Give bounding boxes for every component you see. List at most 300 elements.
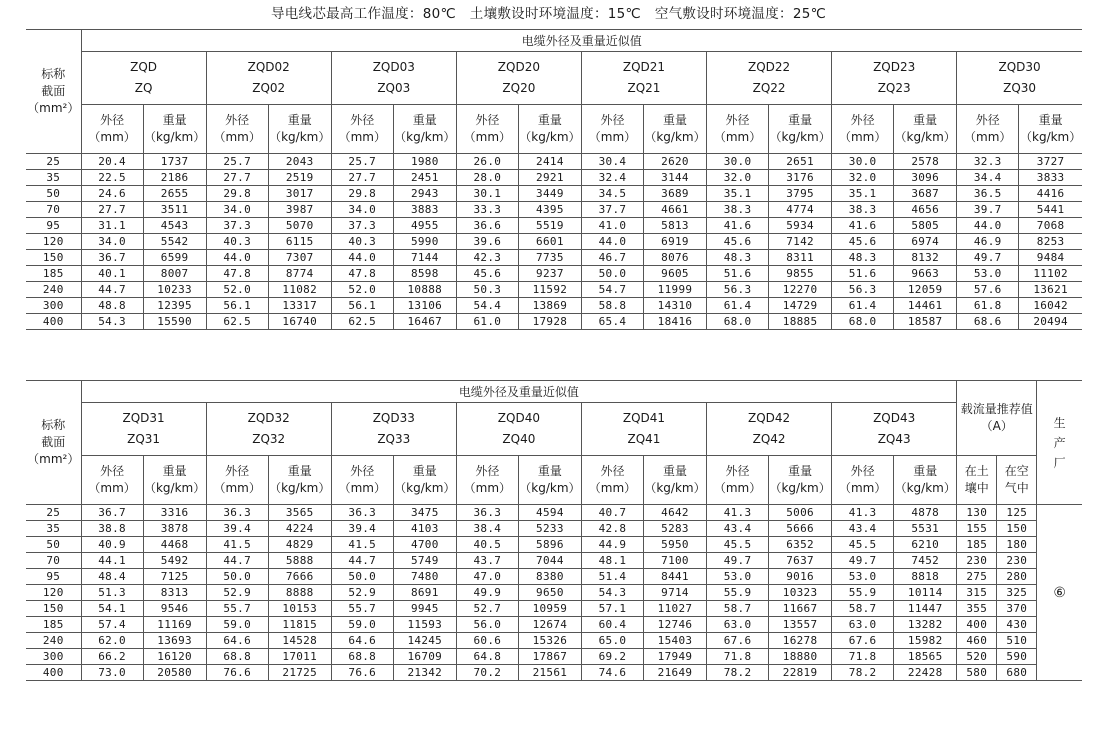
table-row [26,537,1082,553]
data-cell: 27.7 [81,202,143,218]
data-cell: 43.4 [832,521,894,537]
data-cell: 3878 [143,521,206,537]
data-cell: 38.8 [81,521,143,537]
outer-diameter-header-unit: （mm） [838,481,887,495]
section-label-line2: 截面 [41,435,66,449]
section-cell: 240 [26,633,81,649]
data-cell: 3096 [894,170,957,186]
group-title: 电缆外径及重量近似值 [81,381,957,403]
data-cell: 7144 [393,250,456,266]
weight-header-label: 重量 [537,464,562,478]
data-cell: 26.0 [456,154,518,170]
data-cell: 24.6 [81,186,143,202]
data-cell: 58.7 [832,601,894,617]
data-cell: 52.9 [331,585,393,601]
data-cell: 4642 [643,505,706,521]
data-cell: 16278 [769,633,832,649]
section-label-line1: 标称 [41,67,66,81]
data-cell: 2620 [643,154,706,170]
outer-diameter-header-unit: （mm） [463,481,512,495]
data-cell: 22428 [894,665,957,681]
weight-header-unit: （kg/km） [394,130,456,144]
section-header [26,381,81,505]
model-header [81,403,206,456]
data-cell: 3176 [769,170,832,186]
data-cell: 59.0 [331,617,393,633]
weight-header-label: 重量 [162,464,187,478]
data-cell: 32.0 [707,170,769,186]
weight-header-label: 重量 [412,113,437,127]
data-cell: 3689 [643,186,706,202]
data-cell: 48.4 [81,569,143,585]
data-cell: 280 [997,569,1037,585]
outer-diameter-header [957,105,1019,154]
data-cell: 31.1 [81,218,143,234]
data-cell: 6919 [643,234,706,250]
data-cell: 55.9 [707,585,769,601]
outer-diameter-header [832,456,894,505]
data-cell: 52.9 [206,585,268,601]
data-cell: 9714 [643,585,706,601]
data-cell: 7307 [268,250,331,266]
data-cell: 56.3 [707,282,769,298]
data-cell: 3795 [769,186,832,202]
data-cell: 6974 [894,234,957,250]
weight-header-label: 重量 [788,113,813,127]
data-cell: 49.7 [707,553,769,569]
data-cell: 38.3 [707,202,769,218]
data-cell: 50.0 [331,569,393,585]
data-cell: 5934 [769,218,832,234]
outer-diameter-header [81,456,143,505]
data-cell: 11592 [518,282,581,298]
data-cell: 8313 [143,585,206,601]
data-cell: 30.1 [456,186,518,202]
outer-diameter-header-unit: （mm） [88,481,136,495]
data-cell: 14729 [769,298,832,314]
data-cell: 67.6 [707,633,769,649]
outer-diameter-header-label: 外径 [725,464,750,478]
data-cell: 11102 [1019,266,1082,282]
data-cell: 58.7 [707,601,769,617]
data-cell: 41.3 [707,505,769,521]
data-cell: 63.0 [707,617,769,633]
outer-diameter-header-label: 外径 [100,464,125,478]
data-cell: 25.7 [331,154,393,170]
data-cell: 370 [997,601,1037,617]
data-cell: 45.5 [707,537,769,553]
data-cell: 50.0 [581,266,643,282]
data-cell: 64.6 [206,633,268,649]
data-cell: 230 [997,553,1037,569]
data-cell: 50.3 [456,282,518,298]
data-cell: 12395 [143,298,206,314]
data-cell: 7666 [268,569,331,585]
data-cell: 22819 [769,665,832,681]
section-cell: 120 [26,585,81,601]
data-cell: 5492 [143,553,206,569]
table-row [26,569,1082,585]
data-cell: 4395 [518,202,581,218]
table-row [26,505,1082,521]
data-cell: 46.7 [581,250,643,266]
data-cell: 39.6 [456,234,518,250]
data-cell: 4224 [268,521,331,537]
data-cell: 20580 [143,665,206,681]
unit-header-row [26,105,1082,154]
manufacturer-label: 生产厂 [1053,415,1066,470]
model-name-primary: ZQD43 [873,411,916,425]
data-cell: 54.7 [581,282,643,298]
data-cell: 71.8 [832,649,894,665]
data-cell: 30.0 [832,154,894,170]
data-cell: 45.5 [832,537,894,553]
weight-header-unit: （kg/km） [769,481,831,495]
data-cell: 38.4 [456,521,518,537]
outer-diameter-header-label: 外径 [350,113,375,127]
data-cell: 2921 [518,170,581,186]
model-name-primary: ZQD20 [497,60,540,74]
table-row [26,633,1082,649]
model-header [581,52,706,105]
data-cell: 2451 [393,170,456,186]
ampacity-title: 载流量推荐值 [960,402,1033,416]
data-cell: 13557 [769,617,832,633]
model-name-secondary: ZQ03 [377,81,411,95]
data-cell: 580 [957,665,997,681]
data-cell: 4594 [518,505,581,521]
section-cell: 70 [26,202,81,218]
outer-diameter-header-label: 外径 [225,464,250,478]
data-cell: 8888 [268,585,331,601]
outer-diameter-header-unit: （mm） [213,481,261,495]
data-cell: 460 [957,633,997,649]
data-cell: 57.1 [581,601,643,617]
data-cell: 40.3 [206,234,268,250]
weight-header-label: 重量 [287,113,312,127]
ampacity-unit: （A） [980,419,1013,433]
table-row [26,186,1082,202]
data-cell: 5805 [894,218,957,234]
data-cell: 71.8 [707,649,769,665]
data-cell: 13106 [393,298,456,314]
data-cell: 185 [957,537,997,553]
data-cell: 6352 [769,537,832,553]
outer-diameter-header-label: 外径 [975,113,1000,127]
data-cell: 4656 [894,202,957,218]
data-cell: 2651 [769,154,832,170]
data-cell: 5896 [518,537,581,553]
data-cell: 36.3 [206,505,268,521]
data-cell: 7735 [518,250,581,266]
data-cell: 30.4 [581,154,643,170]
data-cell: 73.0 [81,665,143,681]
data-cell: 9484 [1019,250,1082,266]
data-cell: 51.4 [581,569,643,585]
data-cell: 32.3 [957,154,1019,170]
weight-header [643,105,706,154]
data-cell: 40.1 [81,266,143,282]
model-name-secondary: ZQ30 [1003,81,1037,95]
data-cell: 65.0 [581,633,643,649]
data-cell: 5950 [643,537,706,553]
data-cell: 47.8 [331,266,393,282]
data-cell: 3727 [1019,154,1082,170]
outer-diameter-header-unit: （mm） [463,130,512,144]
data-cell: 9855 [769,266,832,282]
weight-header-unit: （kg/km） [769,130,831,144]
table-row [26,649,1082,665]
model-header-row [26,52,1082,105]
outer-diameter-header-label: 外径 [725,113,750,127]
model-name-primary: ZQD41 [622,411,666,425]
data-cell: 39.4 [206,521,268,537]
model-header [331,403,456,456]
data-cell: 14310 [643,298,706,314]
data-cell: 49.7 [957,250,1019,266]
data-cell: 4661 [643,202,706,218]
data-cell: 29.8 [206,186,268,202]
model-name-primary: ZQD02 [247,60,290,74]
data-cell: 16709 [393,649,456,665]
weight-header-unit: （kg/km） [394,481,456,495]
data-cell: 5441 [1019,202,1082,218]
outer-diameter-header [581,456,643,505]
data-cell: 41.5 [331,537,393,553]
model-name-primary: ZQD40 [497,411,540,425]
data-cell: 12746 [643,617,706,633]
data-cell: 5531 [894,521,957,537]
data-cell: 9546 [143,601,206,617]
outer-diameter-header [832,105,894,154]
data-cell: 78.2 [707,665,769,681]
data-cell: 17949 [643,649,706,665]
data-cell: 43.7 [456,553,518,569]
weight-header-label: 重量 [913,113,938,127]
model-header [456,403,581,456]
data-cell: 16740 [268,314,331,330]
data-cell: 36.7 [81,250,143,266]
outer-diameter-header-unit: （mm） [338,130,386,144]
model-header [81,52,206,105]
outer-diameter-header [331,105,393,154]
table-row [26,266,1082,282]
table-row [26,234,1082,250]
data-cell: 18587 [894,314,957,330]
model-name-primary: ZQD [130,60,158,74]
data-cell: 78.2 [832,665,894,681]
data-cell: 45.6 [707,234,769,250]
table-row [26,553,1082,569]
data-cell: 60.4 [581,617,643,633]
data-cell: 12674 [518,617,581,633]
weight-header-unit: （kg/km） [644,481,706,495]
data-cell: 41.5 [206,537,268,553]
weight-header-unit: （kg/km） [519,130,581,144]
data-cell: 11815 [268,617,331,633]
data-cell: 275 [957,569,997,585]
data-cell: 3449 [518,186,581,202]
data-cell: 35.1 [707,186,769,202]
data-cell: 50.0 [206,569,268,585]
data-cell: 9945 [393,601,456,617]
data-cell: 62.5 [206,314,268,330]
outer-diameter-header-label: 外径 [475,113,500,127]
data-cell: 57.6 [957,282,1019,298]
outer-diameter-header-label: 外径 [350,464,375,478]
data-cell: 17011 [268,649,331,665]
outer-diameter-header-unit: （mm） [964,130,1012,144]
data-cell: 41.6 [832,218,894,234]
section-label-line1: 标称 [41,418,66,432]
data-cell: 6601 [518,234,581,250]
data-cell: 3316 [143,505,206,521]
outer-diameter-header-unit: （mm） [838,130,887,144]
model-name-secondary: ZQ40 [502,432,536,446]
weight-header-unit: （kg/km） [644,130,706,144]
data-cell: 58.8 [581,298,643,314]
model-header [456,52,581,105]
data-cell: 37.3 [206,218,268,234]
data-cell: 14245 [393,633,456,649]
data-cell: 36.5 [957,186,1019,202]
weight-header [1019,105,1082,154]
model-name-secondary: ZQ32 [252,432,286,446]
data-cell: 13693 [143,633,206,649]
data-cell: 44.0 [331,250,393,266]
weight-header [894,105,957,154]
data-cell: 315 [957,585,997,601]
data-cell: 45.6 [832,234,894,250]
data-cell: 11027 [643,601,706,617]
section-header [26,30,81,154]
data-cell: 400 [957,617,997,633]
model-header [581,403,706,456]
weight-header [769,105,832,154]
data-cell: 8441 [643,569,706,585]
data-cell: 8132 [894,250,957,266]
ampacity-header [957,381,1037,456]
weight-header [143,105,206,154]
data-cell: 49.9 [456,585,518,601]
data-cell: 41.0 [581,218,643,234]
model-name-secondary: ZQ02 [252,81,286,95]
data-cell: 4878 [894,505,957,521]
data-cell: 4700 [393,537,456,553]
outer-diameter-header-unit: （mm） [713,481,762,495]
weight-header-unit: （kg/km） [143,130,206,144]
data-cell: 8380 [518,569,581,585]
data-cell: 1737 [143,154,206,170]
data-cell: 25.7 [206,154,268,170]
data-cell: 53.0 [832,569,894,585]
data-cell: 16467 [393,314,456,330]
section-cell: 300 [26,298,81,314]
data-cell: 21649 [643,665,706,681]
data-cell: 36.7 [81,505,143,521]
section-cell: 35 [26,521,81,537]
weight-header [643,456,706,505]
data-cell: 41.3 [832,505,894,521]
data-cell: 61.8 [957,298,1019,314]
section-cell: 300 [26,649,81,665]
model-name-primary: ZQD30 [998,60,1041,74]
data-cell: 680 [997,665,1037,681]
data-cell: 355 [957,601,997,617]
data-cell: 30.0 [707,154,769,170]
data-cell: 20.4 [81,154,143,170]
data-cell: 3017 [268,186,331,202]
data-cell: 11082 [268,282,331,298]
outer-diameter-header-unit: （mm） [88,130,136,144]
data-cell: 2943 [393,186,456,202]
outer-diameter-header [581,105,643,154]
outer-diameter-header-label: 外径 [475,464,500,478]
data-cell: 44.7 [81,282,143,298]
outer-diameter-header [456,456,518,505]
data-cell: 6210 [894,537,957,553]
data-cell: 6115 [268,234,331,250]
data-cell: 56.1 [331,298,393,314]
section-cell: 70 [26,553,81,569]
data-cell: 22.5 [81,170,143,186]
data-cell: 6599 [143,250,206,266]
data-cell: 61.0 [456,314,518,330]
section-cell: 400 [26,665,81,681]
model-name-secondary: ZQ [134,81,153,95]
model-name-primary: ZQD31 [122,411,165,425]
outer-diameter-header [81,105,143,154]
data-cell: 52.0 [206,282,268,298]
data-cell: 5666 [769,521,832,537]
data-cell: 13282 [894,617,957,633]
data-cell: 12270 [769,282,832,298]
data-cell: 66.2 [81,649,143,665]
data-cell: 21342 [393,665,456,681]
data-cell: 590 [997,649,1037,665]
table-row [26,617,1082,633]
data-cell: 8598 [393,266,456,282]
data-cell: 7637 [769,553,832,569]
data-cell: 180 [997,537,1037,553]
data-cell: 47.0 [456,569,518,585]
data-cell: 5542 [143,234,206,250]
data-cell: 125 [997,505,1037,521]
model-name-secondary: ZQ31 [127,432,161,446]
table-row [26,585,1082,601]
data-cell: 3144 [643,170,706,186]
data-cell: 13621 [1019,282,1082,298]
data-cell: 2578 [894,154,957,170]
data-cell: 54.1 [81,601,143,617]
data-cell: 2655 [143,186,206,202]
weight-header-unit: （kg/km） [519,481,581,495]
model-header [206,52,331,105]
data-cell: 61.4 [832,298,894,314]
data-cell: 2414 [518,154,581,170]
data-cell: 9016 [769,569,832,585]
data-cell: 18885 [769,314,832,330]
data-cell: 9605 [643,266,706,282]
data-cell: 10323 [769,585,832,601]
outer-diameter-header [456,105,518,154]
weight-header-unit: （kg/km） [269,481,331,495]
data-cell: 7452 [894,553,957,569]
model-name-secondary: ZQ21 [627,81,661,95]
data-cell: 47.8 [206,266,268,282]
in-soil-header [957,456,997,505]
data-cell: 44.0 [581,234,643,250]
